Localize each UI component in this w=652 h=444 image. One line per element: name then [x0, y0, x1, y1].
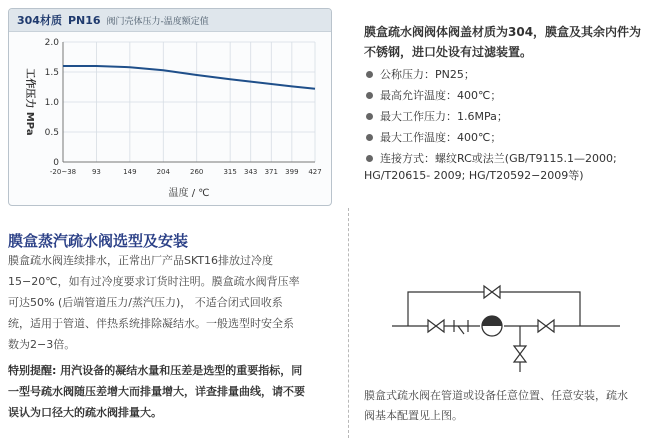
spec-item-text: 最大工作压力：1.6MPa；: [380, 110, 508, 123]
spec-item: [364, 64, 644, 85]
strainer-icon: [454, 320, 468, 334]
spec-item-text: 连接方式：螺纹RC或法兰(GB/T9115.1—2000;: [380, 152, 617, 165]
pressure-temperature-chart-panel: [8, 8, 332, 206]
x-tick-label: 371: [264, 168, 278, 176]
x-tick-label: 399: [285, 168, 299, 176]
x-axis-label: 温度 / ℃: [168, 188, 210, 199]
material-intro: 膜盒疏水阀阀体阀盖材质为304，膜盒及其余内件为不锈钢，进口处设有过滤装置。: [364, 25, 642, 59]
y-tick-label: 1.0: [44, 98, 59, 108]
selection-warning-text: 特别提醒: 用汽设备的凝结水量和压差是选型的重要指标，同一型号疏水阀随压差增大而排量增大，详查排量曲线，请不要误认为口径大的疏水阀排量大。: [8, 364, 305, 419]
selection-section-title: 膜盒蒸汽疏水阀选型及安装: [8, 232, 189, 250]
bypass-pipe-left: [408, 292, 484, 326]
bullet-icon: [366, 134, 373, 141]
spec-list: [364, 64, 644, 169]
drain-gate-valve-icon: [514, 346, 526, 362]
chart-header: [9, 9, 331, 32]
x-tick-label: 149: [123, 168, 137, 176]
x-tick-label: 204: [156, 168, 170, 176]
x-tick-label: 260: [190, 168, 204, 176]
spec-item-text: 最大工作温度：400℃；: [380, 131, 502, 144]
column-divider: [348, 208, 349, 438]
spec-item-text: 最高允许温度：400℃；: [380, 89, 502, 102]
bullet-icon: [366, 71, 373, 78]
bullet-icon: [366, 113, 373, 120]
y-tick-label: 0: [53, 158, 59, 168]
installation-caption: 膜盒式疏水阀在管道或设备任意位置、任意安装，疏水阀基本配置见上图。: [364, 389, 628, 422]
selection-body-text: 膜盒疏水阀连续排水，正常出厂产品SKT16排放过冷度15−20℃，如有过冷度要求订货时注明。膜盒疏水阀背压率 可达50% (后端管道压力/蒸汽压力)， 不适合闭式回收系统，适用于管道、伴热系统排除凝结水。一般选型时安全系数为2−3倍。: [8, 254, 300, 351]
spec-item: [364, 148, 644, 169]
y-tick-label: 2.0: [44, 38, 59, 48]
x-tick-label: 343: [244, 168, 258, 176]
bullet-icon: [366, 92, 373, 99]
spec-item: [364, 127, 644, 148]
x-tick-label: -20~38: [49, 168, 77, 176]
pressure-temperature-chart: [9, 32, 331, 204]
chart-pn: PN16: [67, 13, 101, 27]
y-tick-label: 1.5: [44, 68, 59, 78]
steam-trap-icon: [482, 316, 502, 336]
bypass-gate-valve-icon: [484, 286, 500, 298]
installation-piping-diagram: [392, 268, 622, 374]
x-tick-label: 427: [308, 168, 322, 176]
outlet-gate-valve-icon: [538, 320, 554, 332]
material-spec-block: [364, 22, 644, 185]
x-tick-label: 315: [223, 168, 237, 176]
series-line: [63, 66, 315, 89]
bullet-icon: [366, 155, 373, 162]
spec-item-text: 公称压力：PN25；: [380, 68, 475, 81]
chart-material: 304材质: [17, 14, 62, 27]
chart-title: 阀门壳体压力-温度额定值: [106, 16, 209, 27]
inlet-gate-valve-icon: [428, 320, 444, 332]
y-tick-label: 0.5: [44, 128, 59, 138]
spec-item: [364, 106, 644, 127]
x-tick-label: 93: [91, 168, 101, 176]
spec-item: [364, 85, 644, 106]
spec-continuation: HG/T20615- 2009; HG/T20592−2009等): [364, 169, 584, 182]
y-axis-label: 工作压力 MPa: [24, 68, 35, 136]
